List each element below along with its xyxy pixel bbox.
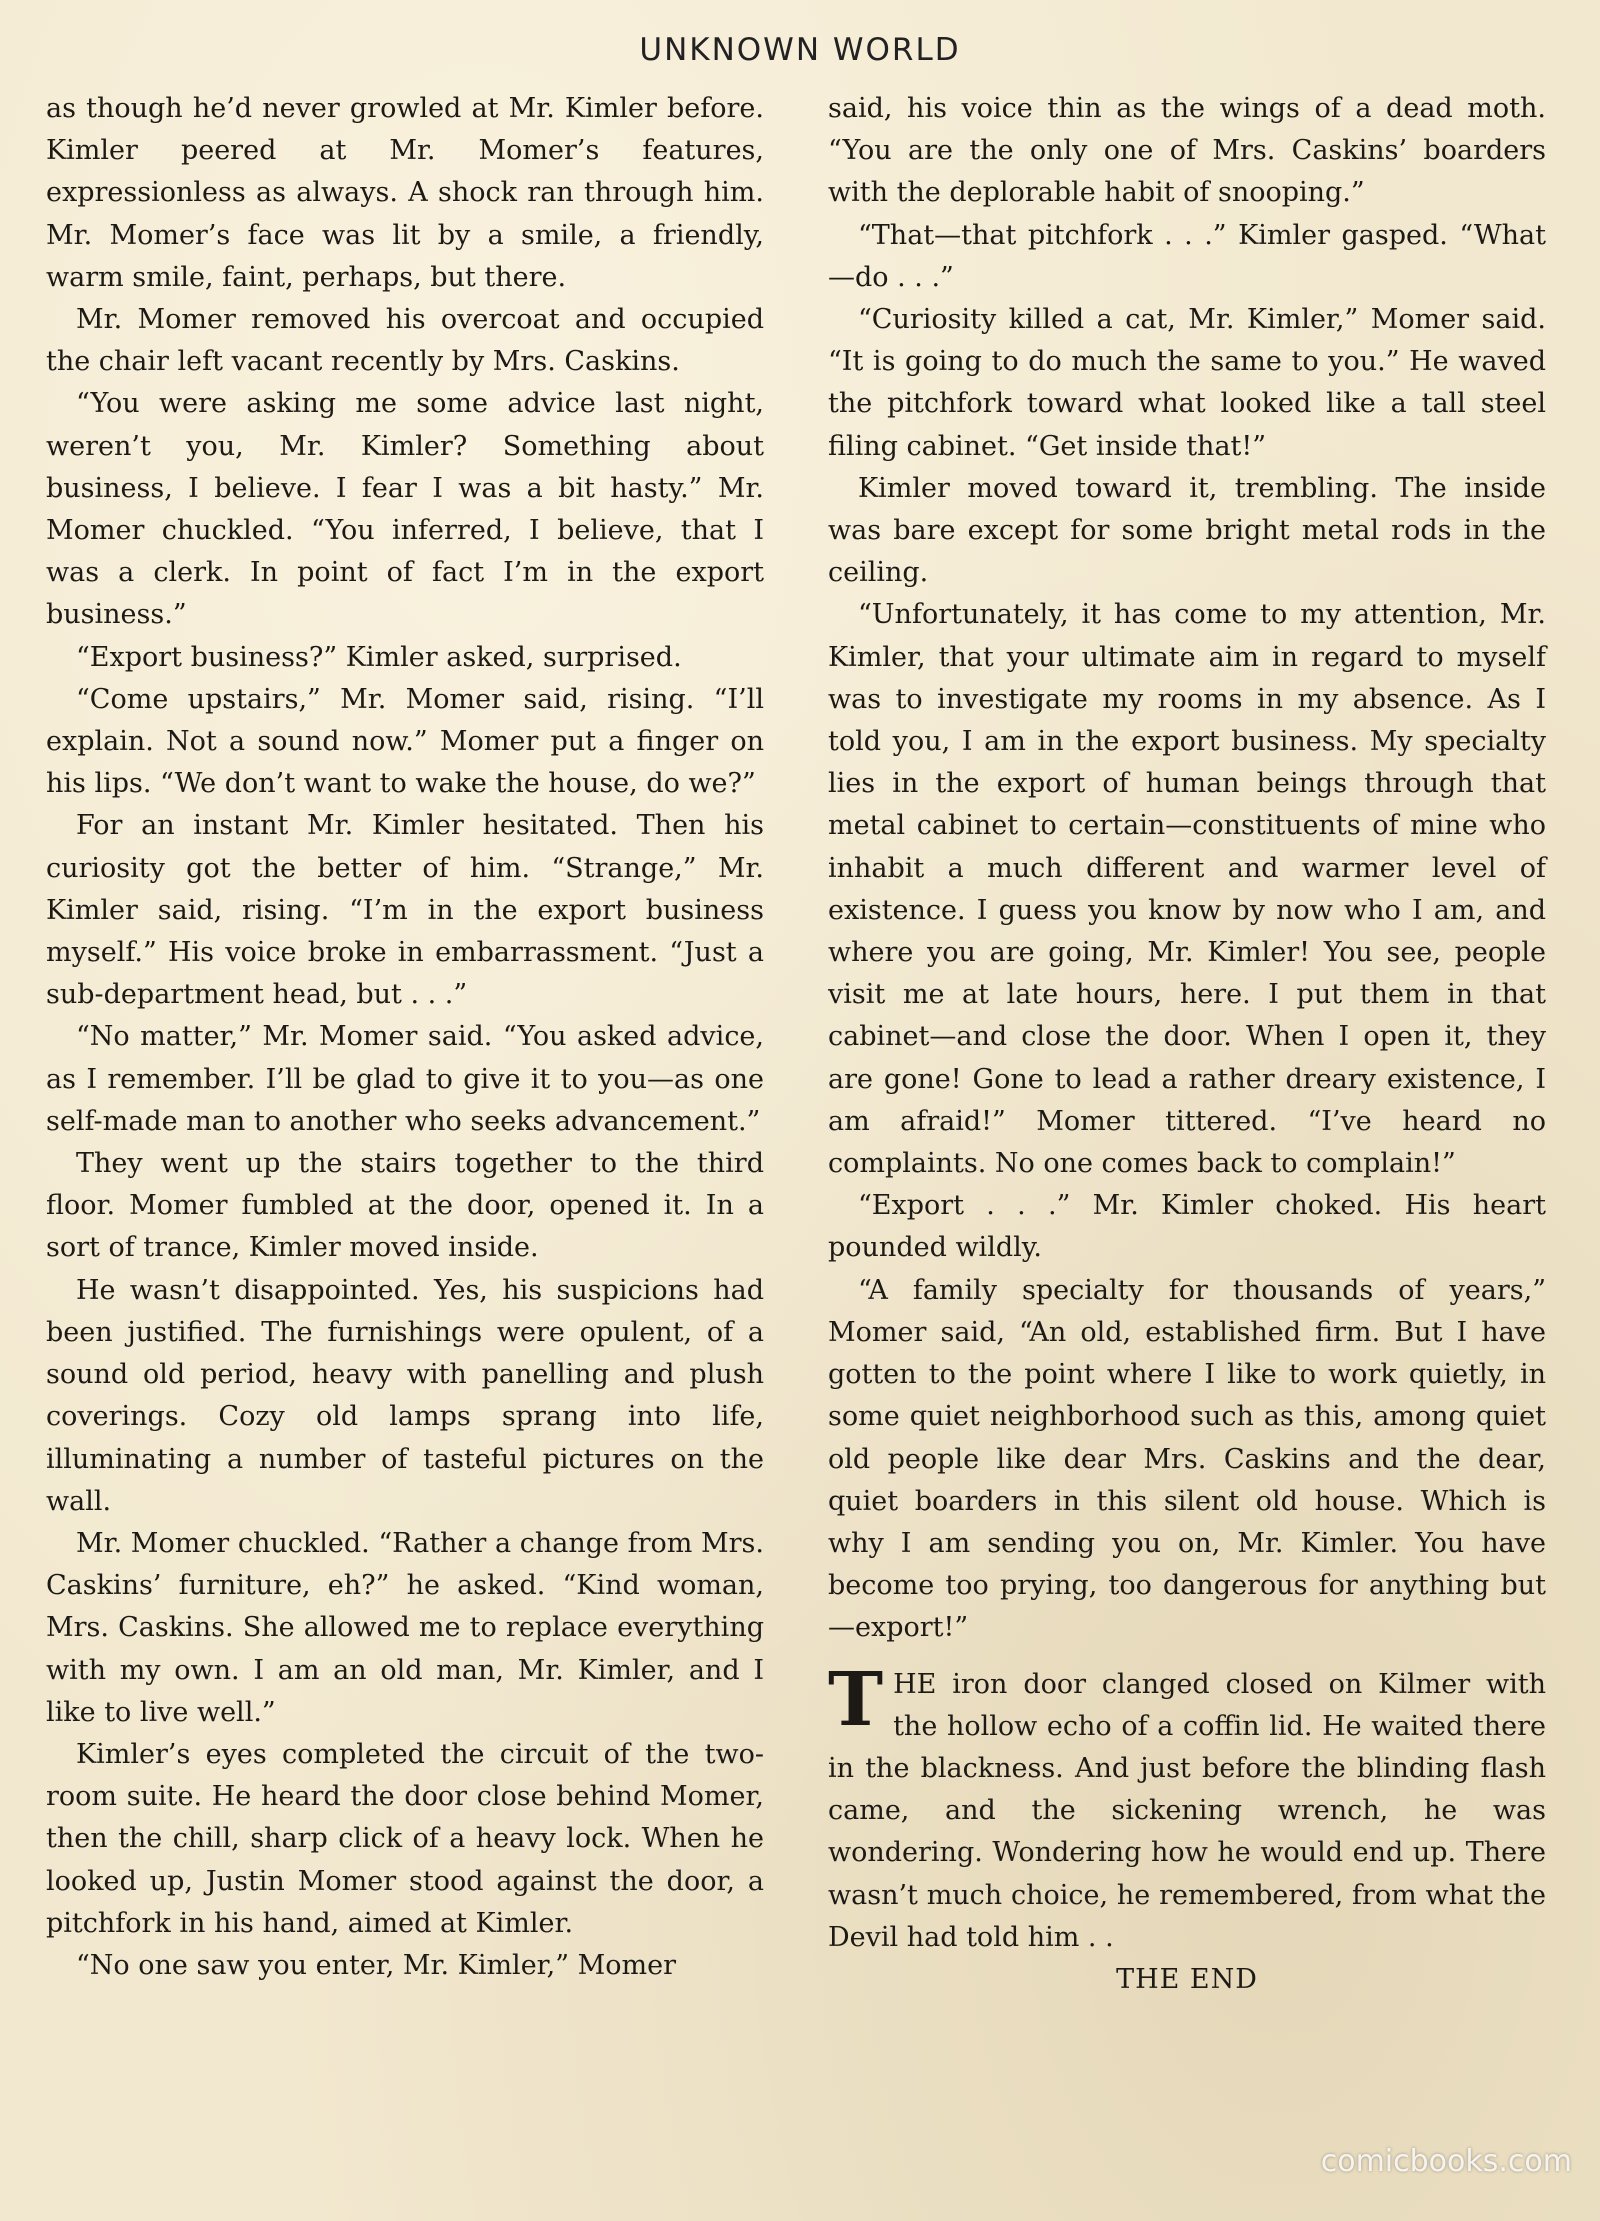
paragraph: “Curiosity killed a cat, Mr. Kimler,” Momer said. “It is going to do much the same to you.” He waved the pitchfork toward what looked like a tall steel filing cabinet. “Get inside that!”	[828, 304, 1546, 462]
paragraph: “No one saw you enter, Mr. Kimler,” Momer	[76, 1949, 676, 1981]
paragraph: Kimler moved toward it, trembling. The inside was bare except for some bright metal rods in the ceiling.	[828, 472, 1546, 589]
drop-cap: T	[828, 1656, 884, 1743]
page-header: UNKNOWN WORLD	[639, 32, 961, 68]
paragraph: “Unfortunately, it has come to my attention, Mr. Kimler, that your ultimate aim in regard to myself was to investigate my rooms in my absence. As I told you, I am in the export business. My specialty lies in the export of human beings through that metal cabinet to certain—constituents of mine who inhabit a much different and warmer level of existence. I guess you know by now who I am, and where you are going, Mr. Kimler! You see, people visit me at late hours, here. I put them in that cabinet—and close the door. When I open it, they are gone! Gone to lead a rather dreary existence, I am afraid!” Momer tittered. “I’ve heard no complaints. No one comes back to complain!”	[828, 599, 1546, 1180]
the-end: THE END	[1116, 1963, 1258, 1995]
paragraph: They went up the stairs together to the third floor. Momer fumbled at the door, opened it. In a sort of trance, Kimler moved inside.	[46, 1148, 764, 1264]
watermark: comicbooks.com	[1320, 2144, 1572, 2179]
paragraph: He wasn’t disappointed. Yes, his suspicions had been justified. The furnishings were opulent, of a sound old period, heavy with panelling and plush coverings. Cozy old lamps sprang into life, illuminating a number of tasteful pictures on the wall.	[46, 1274, 764, 1517]
paragraph: Mr. Momer chuckled. “Rather a change from Mrs. Caskins’ furniture, eh?” he asked. “Kind woman, Mrs. Caskins. She allowed me to replace everything with my own. I am an old man, Mr. Kimler, and I like to live well.”	[46, 1527, 764, 1728]
paragraph: Kimler’s eyes completed the circuit of the two-room suite. He heard the door close behind Momer, then the chill, sharp click of a heavy lock. When he looked up, Justin Momer stood against the door, a pitchfork in his hand, aimed at Kimler.	[46, 1738, 764, 1939]
paragraph: Mr. Momer removed his overcoat and occupied the chair left vacant recently by Mrs. Caskins.	[46, 304, 764, 378]
paragraph: “Come upstairs,” Mr. Momer said, rising. “I’ll explain. Not a sound now.” Momer put a finger on his lips. “We don’t want to wake the house, do we?”	[46, 683, 764, 800]
paragraph: “Export . . .” Mr. Kimler choked. His heart pounded wildly.	[828, 1190, 1546, 1264]
paragraph: “Export business?” Kimler asked, surprised.	[76, 641, 682, 673]
paragraph: “A family specialty for thousands of years,” Momer said, “An old, established firm. But I have gotten to the point where I like to work quietly, in some quiet neighborhood such as this, among quiet old people like dear Mrs. Caskins and the dear, quiet boarders in this silent old house. Which is why I am sending you on, Mr. Kimler. You have become too prying, too dangerous for anything but—export!”	[828, 1274, 1546, 1644]
paragraph: “You were asking me some advice last night, weren’t you, Mr. Kimler? Something about business, I believe. I fear I was a bit hasty.” Mr. Momer chuckled. “You inferred, I believe, that I was a clerk. In point of fact I’m in the export business.”	[46, 388, 764, 631]
paragraph: For an instant Mr. Kimler hesitated. Then his curiosity got the better of him. “Strange,” Mr. Kimler said, rising. “I’m in the export business myself.” His voice broke in embarrassment. “Just a sub-department head, but . . .”	[46, 810, 764, 1011]
final-paragraph	[828, 1656, 1546, 1959]
paragraph: as though he’d never growled at Mr. Kimler before. Kimler peered at Mr. Momer’s features, expressionless as always. A shock ran through him. Mr. Momer’s face was lit by a smile, a friendly, warm smile, faint, perhaps, but there.	[46, 93, 764, 293]
right-column	[828, 88, 1546, 2001]
paragraph: “No matter,” Mr. Momer said. “You asked advice, as I remember. I’ll be glad to give it to you—as one self-made man to another who seeks advancement.”	[46, 1021, 764, 1137]
final-paragraph-text: HE iron door clanged closed on Kilmer with the hollow echo of a coffin lid. He waited there in the blackness. And just before the blinding flash came, and the sickening wrench, he was wondering. Wondering how he would end up. There wasn’t much choice, he remembered, from what the Devil had told him . .	[828, 1668, 1546, 1953]
paragraph: “That—that pitchfork . . .” Kimler gasped. “What—do . . .”	[828, 219, 1546, 293]
paragraph: said, his voice thin as the wings of a dead moth. “You are the only one of Mrs. Caskins’ boarders with the deplorable habit of snooping.”	[828, 93, 1546, 209]
left-column	[46, 88, 764, 1987]
